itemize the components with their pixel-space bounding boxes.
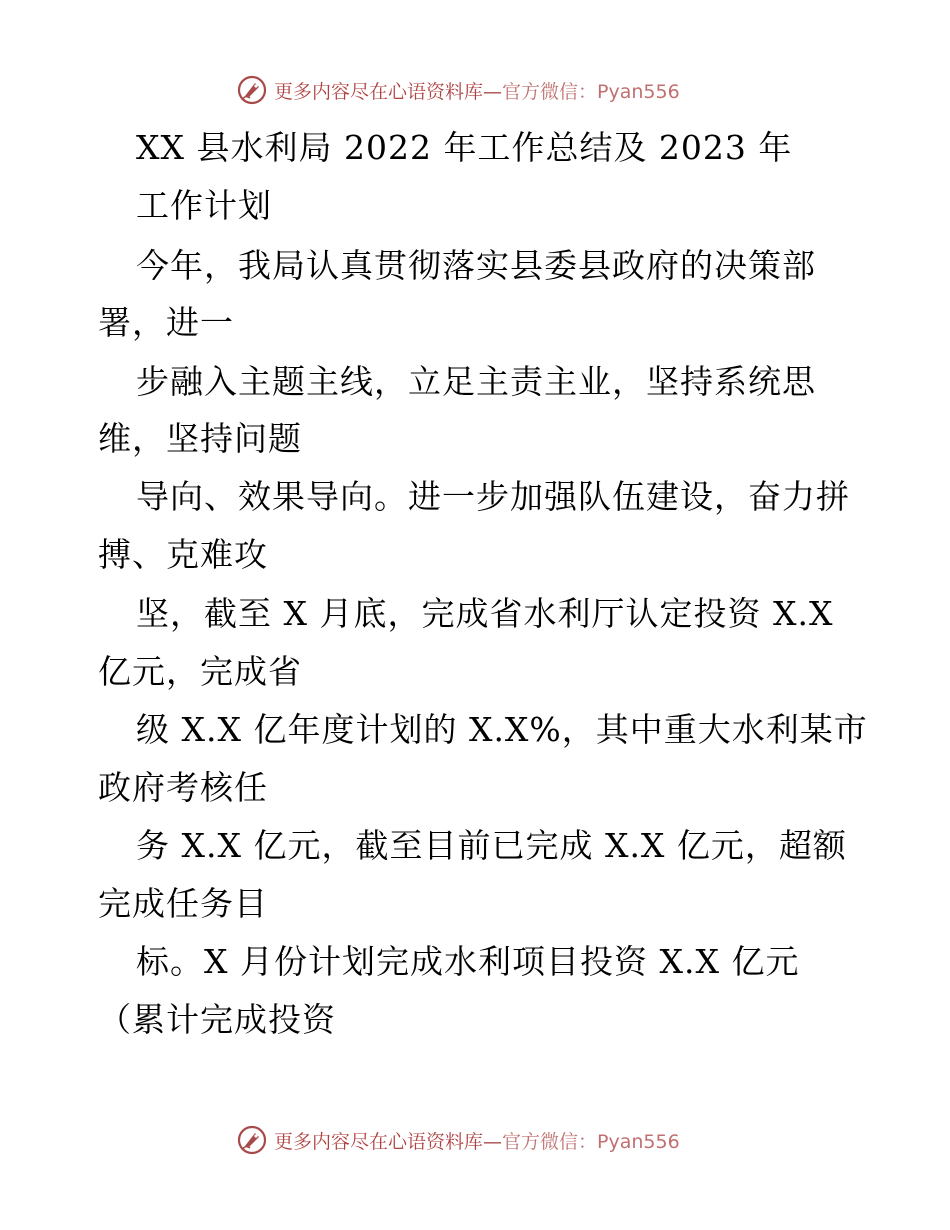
paragraph-line: （累计完成投资 bbox=[98, 1000, 336, 1039]
watermark-separator: — bbox=[483, 80, 503, 103]
paragraph-line: 署，进一 bbox=[98, 303, 234, 342]
pen-nib-logo-icon bbox=[236, 74, 268, 106]
paragraph-line: 级 X.X 亿年度计划的 X.X%，其中重大水利某市 bbox=[136, 710, 868, 749]
paragraph-line: 导向、效果导向。进一步加强队伍建设，奋力拼 bbox=[136, 477, 850, 516]
paragraph-line: 今年，我局认真贯彻落实县委县政府的决策部 bbox=[136, 246, 816, 285]
paragraph-line: 政府考核任 bbox=[98, 768, 268, 807]
footer-watermark bbox=[236, 1122, 756, 1158]
document-title-line-1: XX 县水利局 2022 年工作总结及 2023 年 bbox=[136, 128, 793, 167]
document-title-line-2: 工作计划 bbox=[136, 186, 272, 225]
paragraph-line: 标。X 月份计划完成水利项目投资 X.X 亿元 bbox=[136, 942, 800, 981]
watermark-wechat: 官方微信：Pyan556 bbox=[502, 1130, 680, 1153]
watermark-separator: — bbox=[483, 1130, 503, 1153]
pen-nib-logo-icon bbox=[236, 1124, 268, 1156]
watermark-wechat: 官方微信：Pyan556 bbox=[502, 80, 680, 103]
paragraph-line: 搏、克难攻 bbox=[98, 535, 268, 574]
header-watermark bbox=[236, 72, 756, 108]
paragraph-line: 步融入主题主线，立足主责主业，坚持系统思 bbox=[136, 362, 816, 401]
watermark-text bbox=[274, 77, 680, 104]
watermark-text bbox=[274, 1127, 680, 1154]
watermark-brand: 更多内容尽在心语资料库 bbox=[274, 1130, 484, 1153]
watermark-brand: 更多内容尽在心语资料库 bbox=[274, 80, 484, 103]
paragraph-line: 完成任务目 bbox=[98, 884, 268, 923]
paragraph-line: 亿元，完成省 bbox=[98, 652, 302, 691]
paragraph-line: 坚，截至 X 月底，完成省水利厅认定投资 X.X bbox=[136, 594, 834, 633]
paragraph-line: 维，坚持问题 bbox=[98, 419, 302, 458]
paragraph-line: 务 X.X 亿元，截至目前已完成 X.X 亿元，超额 bbox=[136, 826, 847, 865]
